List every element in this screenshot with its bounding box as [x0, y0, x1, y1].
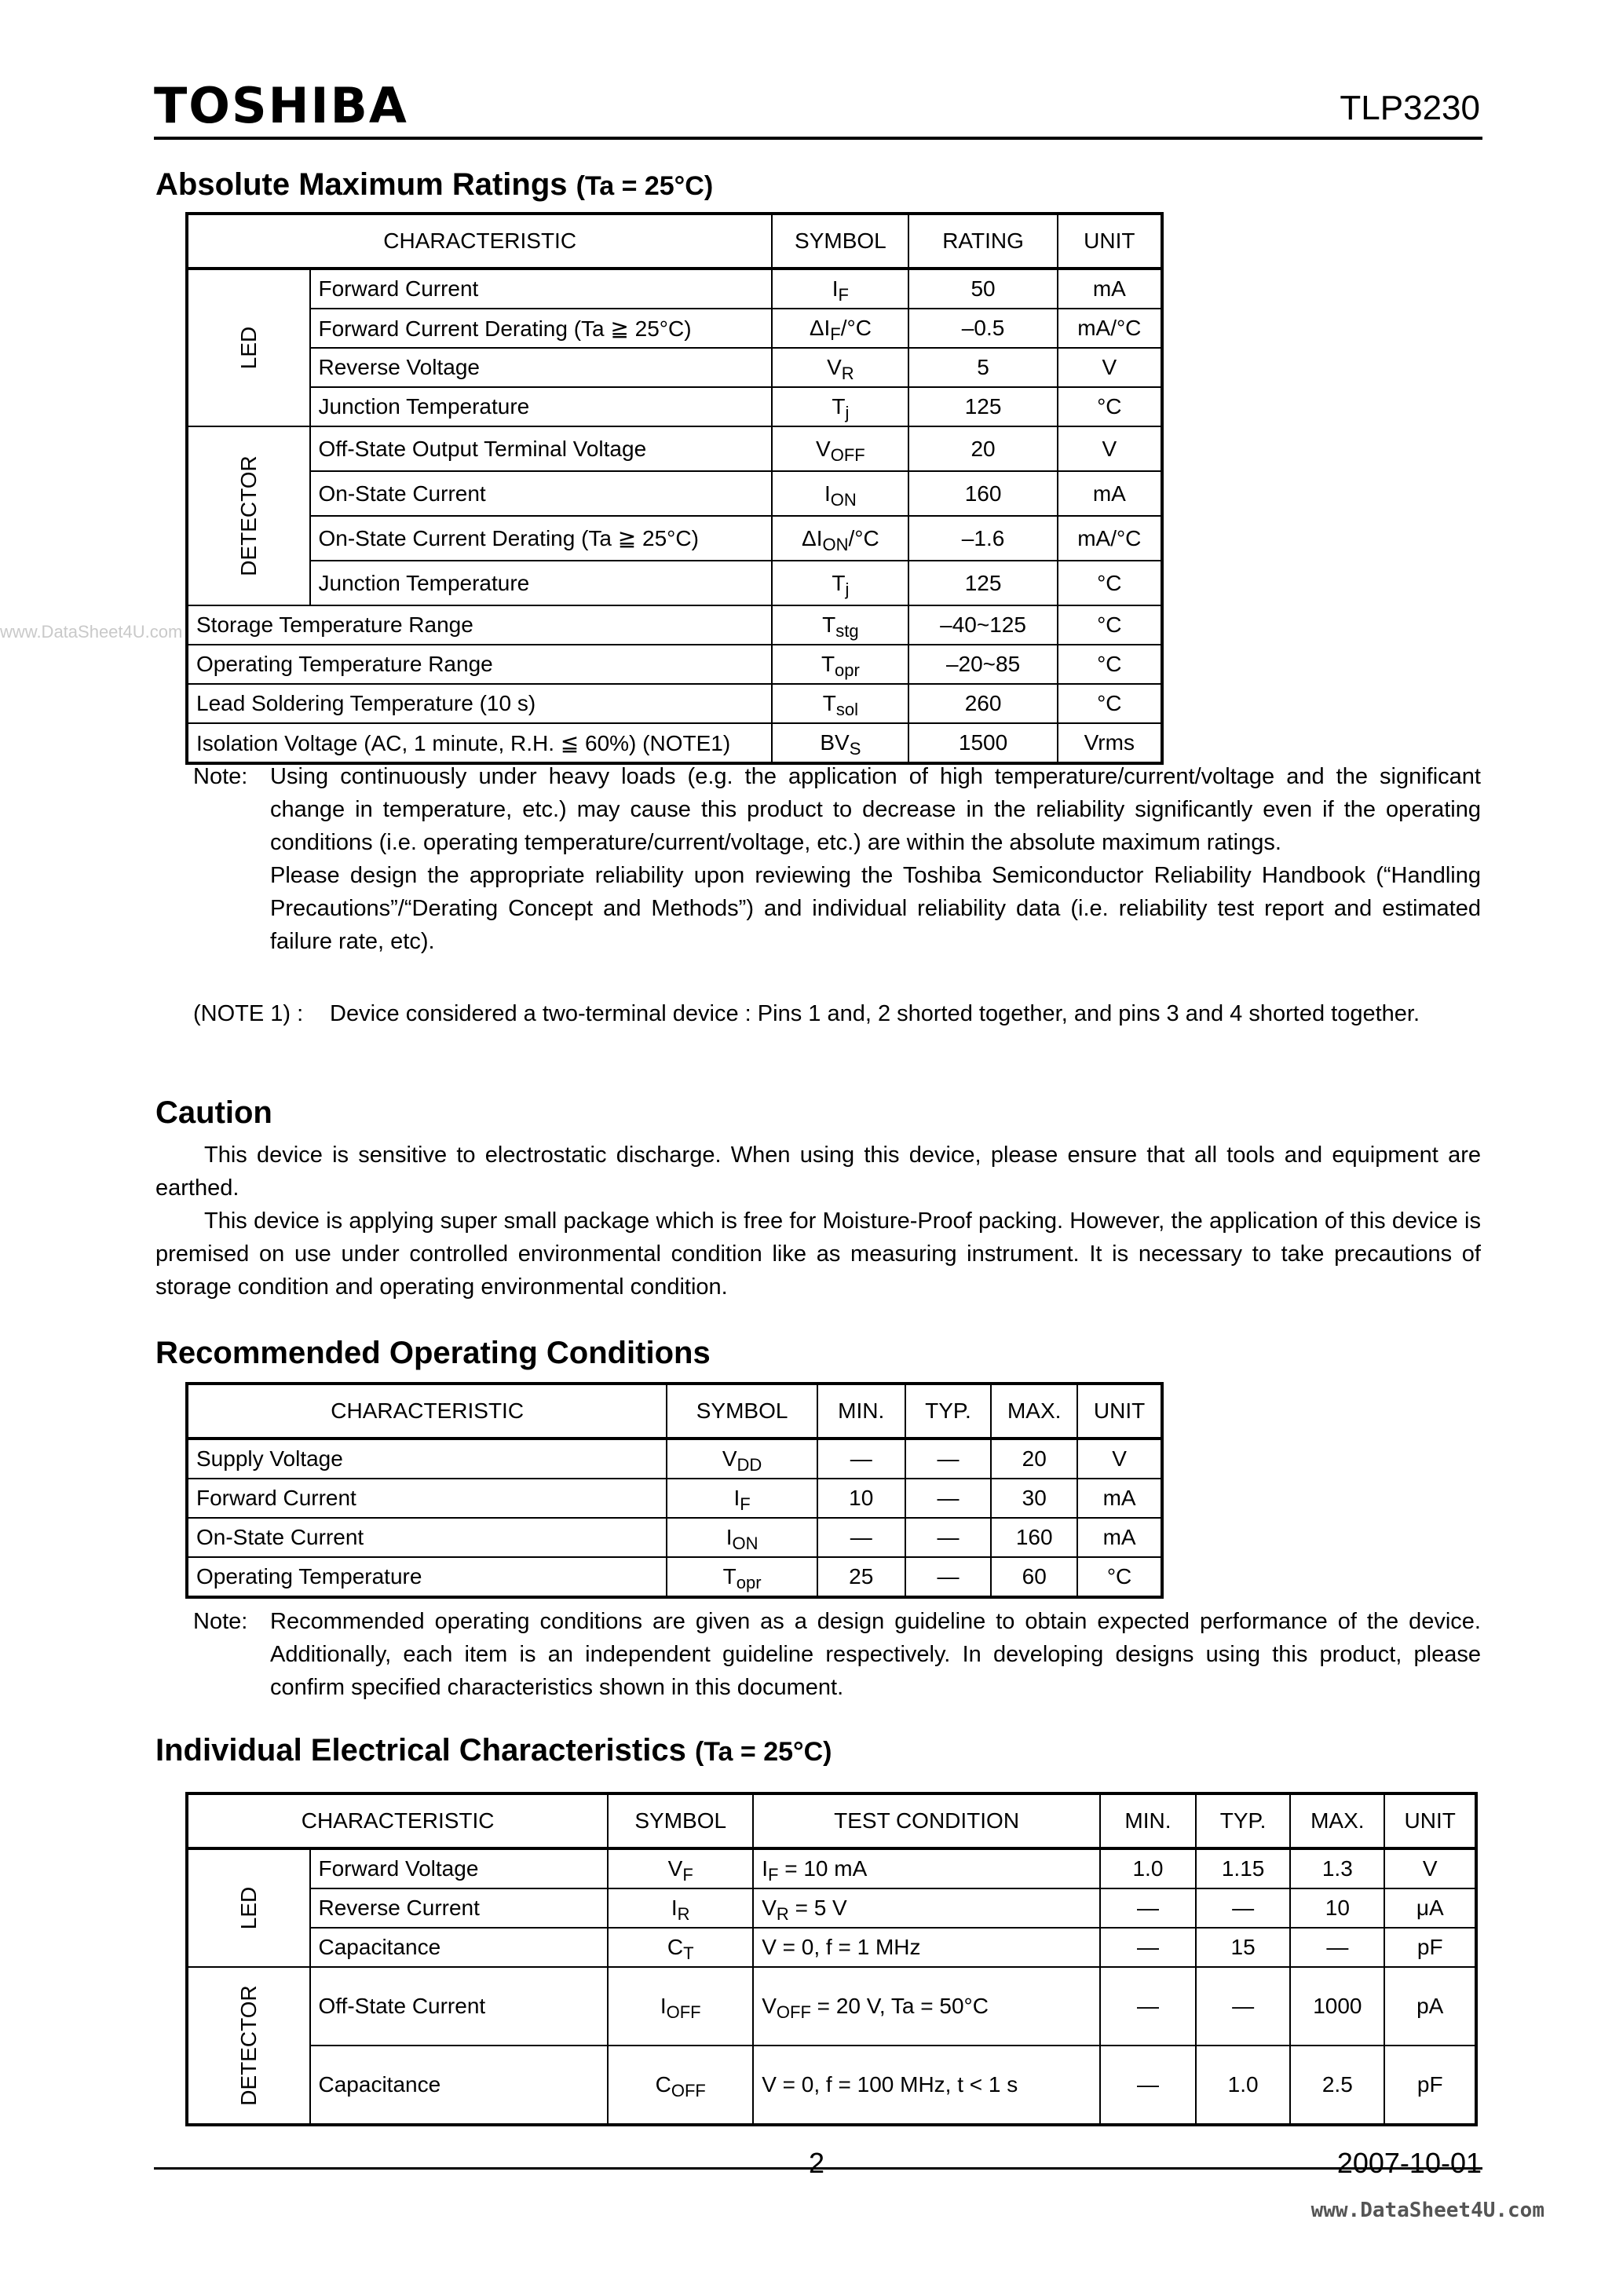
- column-header: SYMBOL: [667, 1384, 817, 1439]
- symbol-main: V: [816, 436, 831, 461]
- row-group-text: DETECTOR: [236, 455, 261, 576]
- symbol-sub: F: [682, 1865, 693, 1885]
- symbol-cell: [772, 309, 908, 348]
- symbol-main: I: [824, 481, 831, 506]
- characteristic-cell: Forward Current Derating (Ta ≧ 25°C): [310, 309, 773, 348]
- symbol-main: T: [821, 652, 835, 676]
- rating-cell: 125: [908, 387, 1057, 426]
- test-condition-main: V: [762, 1896, 777, 1920]
- amr-note1: [193, 997, 1481, 1030]
- max-cell: 1000: [1290, 1967, 1384, 2046]
- column-header: SYMBOL: [772, 214, 908, 269]
- watermark-text: www.DataSheet4U.com: [0, 622, 183, 642]
- symbol-sub: R: [841, 364, 854, 383]
- unit-cell: pF: [1384, 1928, 1476, 1967]
- row-group-text: LED: [236, 1886, 261, 1930]
- column-header: UNIT: [1058, 214, 1162, 269]
- caution-p2: This device is applying super small package which is free for Moisture-Proof packing. However, the application of this device is premised on use under controlled environmental condition like as measuring instrument. It is necessary to take precautions of storage condition and operating environmental condition.: [155, 1208, 1481, 1300]
- table-row: [187, 1518, 1162, 1557]
- symbol-suffix: /°C: [848, 525, 879, 550]
- symbol-main: V: [827, 355, 842, 379]
- symbol-cell: [667, 1557, 817, 1597]
- symbol-cell: [667, 1479, 817, 1518]
- max-cell: 30: [991, 1479, 1077, 1518]
- symbol-main: C: [667, 1935, 684, 1959]
- column-header: RATING: [908, 214, 1057, 269]
- row-group-text: DETECTOR: [236, 1985, 261, 2106]
- typ-cell: —: [905, 1518, 992, 1557]
- symbol-main: T: [832, 394, 846, 419]
- characteristic-cell: Storage Temperature Range: [187, 605, 772, 645]
- rating-cell: –1.6: [908, 516, 1057, 561]
- symbol-cell: [667, 1518, 817, 1557]
- symbol-main: ΔI: [809, 316, 831, 340]
- symbol-cell: [608, 1928, 753, 1967]
- table-row: [187, 1557, 1162, 1597]
- unit-cell: pA: [1384, 1967, 1476, 2046]
- symbol-sub: sol: [835, 700, 858, 719]
- column-header: UNIT: [1384, 1793, 1476, 1848]
- table-row: [187, 1479, 1162, 1518]
- table-row: [187, 1848, 1476, 1888]
- column-header: TEST CONDITION: [753, 1793, 1100, 1848]
- characteristic-cell: Capacitance: [310, 2046, 609, 2125]
- amr-table: [185, 212, 1164, 765]
- characteristic-cell: Off-State Current: [310, 1967, 609, 2046]
- column-header: MIN.: [1100, 1793, 1196, 1848]
- symbol-main: V: [667, 1856, 683, 1881]
- test-condition-rest: = 5 V: [788, 1896, 847, 1920]
- characteristic-cell: Reverse Current: [310, 1888, 609, 1928]
- symbol-main: I: [832, 276, 839, 301]
- symbol-main: V: [722, 1446, 737, 1471]
- symbol-sub: ON: [830, 489, 857, 510]
- max-cell: 60: [991, 1557, 1077, 1597]
- characteristic-cell: Reverse Voltage: [310, 348, 773, 387]
- test-condition-sub: F: [768, 1865, 779, 1885]
- characteristic-cell: Operating Temperature: [187, 1557, 667, 1597]
- table-row: [187, 269, 1162, 309]
- symbol-sub: ON: [822, 534, 849, 554]
- unit-cell: pF: [1384, 2046, 1476, 2125]
- symbol-main: ΔI: [802, 525, 823, 550]
- column-header: MAX.: [991, 1384, 1077, 1439]
- characteristic-cell: Supply Voltage: [187, 1439, 667, 1479]
- table-row: [187, 723, 1162, 763]
- test-condition-cell: [753, 1967, 1100, 2046]
- row-group-label: [187, 1967, 310, 2125]
- unit-cell: °C: [1058, 561, 1162, 605]
- amr-note: [193, 760, 1481, 958]
- symbol-suffix: /°C: [840, 316, 872, 340]
- test-condition-sub: R: [776, 1904, 789, 1924]
- roc-title: Recommended Operating Conditions: [155, 1336, 711, 1370]
- characteristic-cell: Isolation Voltage (AC, 1 minute, R.H. ≦ 60%) (NOTE1): [187, 723, 772, 763]
- amr-condition: (Ta = 25°C): [576, 171, 714, 201]
- typ-cell: 1.15: [1196, 1848, 1290, 1888]
- table-row: [187, 605, 1162, 645]
- min-cell: 10: [817, 1479, 905, 1518]
- test-condition-cell: [753, 1928, 1100, 1967]
- amr-note1-label: (NOTE 1) :: [193, 1001, 304, 1026]
- row-group-text: LED: [236, 326, 261, 370]
- unit-cell: mA/°C: [1058, 516, 1162, 561]
- typ-cell: —: [905, 1479, 992, 1518]
- symbol-sub: OFF: [666, 2002, 701, 2022]
- symbol-cell: [772, 645, 908, 684]
- unit-cell: mA: [1058, 471, 1162, 516]
- row-group-label: [187, 426, 310, 605]
- unit-cell: V: [1077, 1439, 1162, 1479]
- symbol-main: T: [822, 612, 836, 637]
- roc-note-text: Recommended operating conditions are given as a design guideline to obtain expected performance of the device. Additionally, each item is an independent guideline respectively. In developing designs using this product, please confirm specified characteristics shown in this document.: [270, 1609, 1481, 1700]
- rating-cell: –20~85: [908, 645, 1057, 684]
- iec-title: [155, 1731, 832, 1771]
- amr-title: [155, 165, 713, 206]
- table-row: [187, 471, 1162, 516]
- symbol-cell: [772, 269, 908, 309]
- characteristic-cell: Junction Temperature: [310, 561, 773, 605]
- symbol-main: I: [726, 1525, 733, 1549]
- table-row: [187, 684, 1162, 723]
- characteristic-cell: On-State Current: [310, 471, 773, 516]
- table-row: [187, 309, 1162, 348]
- symbol-cell: [772, 426, 908, 471]
- unit-cell: °C: [1058, 684, 1162, 723]
- symbol-sub: OFF: [830, 444, 865, 465]
- table-row: [187, 1439, 1162, 1479]
- min-cell: —: [1100, 1967, 1196, 2046]
- table-row: [187, 645, 1162, 684]
- symbol-cell: [772, 684, 908, 723]
- table-row: [187, 1888, 1476, 1928]
- symbol-main: BV: [820, 730, 850, 755]
- symbol-sub: F: [740, 1494, 751, 1514]
- column-header: MAX.: [1290, 1793, 1384, 1848]
- max-cell: 160: [991, 1518, 1077, 1557]
- page-number: 2: [808, 2147, 825, 2179]
- symbol-cell: [608, 2046, 753, 2125]
- characteristic-cell: Operating Temperature Range: [187, 645, 772, 684]
- symbol-sub: j: [845, 403, 850, 422]
- footer-date: 2007-10-01: [1336, 2147, 1482, 2179]
- test-condition-cell: [753, 1888, 1100, 1928]
- amr-note1-text: Device considered a two-terminal device : Pins 1 and, 2 shorted together, and pins 3 and 4 shorted together.: [330, 1001, 1420, 1026]
- test-condition-cell: [753, 2046, 1100, 2125]
- symbol-cell: [608, 1888, 753, 1928]
- rating-cell: 260: [908, 684, 1057, 723]
- min-cell: —: [817, 1518, 905, 1557]
- amr-title-text: Absolute Maximum Ratings: [155, 167, 568, 202]
- characteristic-cell: Off-State Output Terminal Voltage: [310, 426, 773, 471]
- characteristic-cell: Lead Soldering Temperature (10 s): [187, 684, 772, 723]
- roc-note: [193, 1605, 1481, 1704]
- symbol-main: T: [832, 570, 846, 595]
- rating-cell: 160: [908, 471, 1057, 516]
- symbol-main: I: [671, 1896, 678, 1920]
- column-header: UNIT: [1077, 1384, 1162, 1439]
- column-header: TYP.: [1196, 1793, 1290, 1848]
- unit-cell: °C: [1077, 1557, 1162, 1597]
- caution-p1: This device is sensitive to electrostatic discharge. When using this device, please ensure that all tools and equipment are earthed.: [155, 1143, 1481, 1201]
- part-number: TLP3230: [1340, 89, 1480, 127]
- test-condition-cell: [753, 1848, 1100, 1888]
- table-row: [187, 1967, 1476, 2046]
- symbol-cell: [772, 516, 908, 561]
- max-cell: 20: [991, 1439, 1077, 1479]
- column-header: TYP.: [905, 1384, 992, 1439]
- symbol-cell: [772, 561, 908, 605]
- min-cell: —: [1100, 2046, 1196, 2125]
- test-condition-main: V = 0, f = 1 MHz: [762, 1935, 921, 1959]
- rating-cell: –0.5: [908, 309, 1057, 348]
- rating-cell: 125: [908, 561, 1057, 605]
- symbol-sub: ON: [732, 1534, 758, 1553]
- symbol-cell: [772, 387, 908, 426]
- roc-table: [185, 1382, 1164, 1599]
- max-cell: 2.5: [1290, 2046, 1384, 2125]
- characteristic-cell: Capacitance: [310, 1928, 609, 1967]
- table-header-row: [187, 1384, 1162, 1439]
- column-header: CHARACTERISTIC: [187, 214, 772, 269]
- amr-note-p1: Using continuously under heavy loads (e.g. the application of high temperature/current/voltage and the significant change in temperature, etc.) may cause this product to decrease in the reliability significantly even if the operating conditions (i.e. operating temperature/current/voltage, etc.) are within the absolute maximum ratings.: [270, 764, 1481, 855]
- table-row: [187, 387, 1162, 426]
- test-condition-rest: = 20 V, Ta = 50°C: [810, 1994, 989, 2018]
- typ-cell: 1.0: [1196, 2046, 1290, 2125]
- rating-cell: –40~125: [908, 605, 1057, 645]
- symbol-main: C: [655, 2072, 671, 2097]
- iec-title-text: Individual Electrical Characteristics: [155, 1733, 686, 1768]
- typ-cell: —: [1196, 1888, 1290, 1928]
- roc-note-label: Note:: [193, 1609, 248, 1634]
- symbol-main: T: [822, 691, 836, 715]
- test-condition-main: V = 0, f = 100 MHz, t < 1 s: [762, 2072, 1018, 2097]
- test-condition-main: I: [762, 1856, 768, 1881]
- max-cell: —: [1290, 1928, 1384, 1967]
- characteristic-cell: On-State Current: [187, 1518, 667, 1557]
- brand-logo: TOSHIBA: [154, 77, 408, 134]
- symbol-sub: opr: [736, 1573, 762, 1592]
- table-row: [187, 516, 1162, 561]
- max-cell: 10: [1290, 1888, 1384, 1928]
- characteristic-cell: Forward Current: [187, 1479, 667, 1518]
- typ-cell: —: [905, 1439, 992, 1479]
- footer-watermark: www.DataSheet4U.com: [1310, 2199, 1544, 2222]
- rating-cell: 1500: [908, 723, 1057, 763]
- typ-cell: 15: [1196, 1928, 1290, 1967]
- min-cell: 1.0: [1100, 1848, 1196, 1888]
- symbol-sub: DD: [737, 1455, 762, 1475]
- symbol-sub: S: [849, 739, 861, 759]
- characteristic-cell: Forward Voltage: [310, 1848, 609, 1888]
- test-condition-sub: OFF: [776, 2002, 811, 2022]
- unit-cell: °C: [1058, 387, 1162, 426]
- table-row: [187, 561, 1162, 605]
- table-header-row: [187, 214, 1162, 269]
- characteristic-cell: Junction Temperature: [310, 387, 773, 426]
- row-group-label: [187, 1848, 310, 1967]
- min-cell: 25: [817, 1557, 905, 1597]
- min-cell: —: [817, 1439, 905, 1479]
- amr-note-label: Note:: [193, 764, 248, 789]
- unit-cell: °C: [1058, 605, 1162, 645]
- rating-cell: 5: [908, 348, 1057, 387]
- unit-cell: mA: [1077, 1518, 1162, 1557]
- column-header: SYMBOL: [608, 1793, 753, 1848]
- symbol-main: I: [660, 1994, 667, 2018]
- typ-cell: —: [905, 1557, 992, 1597]
- test-condition-main: V: [762, 1994, 777, 2018]
- symbol-sub: j: [845, 579, 850, 599]
- min-cell: —: [1100, 1928, 1196, 1967]
- rating-cell: 20: [908, 426, 1057, 471]
- symbol-sub: OFF: [671, 2081, 706, 2100]
- unit-cell: V: [1058, 426, 1162, 471]
- symbol-sub: F: [830, 324, 841, 344]
- table-header-row: [187, 1793, 1476, 1848]
- unit-cell: Vrms: [1058, 723, 1162, 763]
- symbol-sub: R: [677, 1904, 690, 1924]
- symbol-cell: [608, 1848, 753, 1888]
- row-group-label: [187, 269, 310, 426]
- iec-condition: (Ta = 25°C): [694, 1737, 832, 1767]
- symbol-cell: [772, 471, 908, 516]
- symbol-cell: [772, 348, 908, 387]
- iec-table: [185, 1792, 1478, 2126]
- table-row: [187, 348, 1162, 387]
- characteristic-cell: On-State Current Derating (Ta ≧ 25°C): [310, 516, 773, 561]
- symbol-cell: [608, 1967, 753, 2046]
- unit-cell: V: [1058, 348, 1162, 387]
- rating-cell: 50: [908, 269, 1057, 309]
- max-cell: 1.3: [1290, 1848, 1384, 1888]
- table-row: [187, 426, 1162, 471]
- amr-note-p2: Please design the appropriate reliability upon reviewing the Toshiba Semiconductor Reliability Handbook (“Handling Precautions”/“Derating Concept and Methods”) and individual reliability data (i.e. reliability test report and estimated failure rate, etc).: [270, 863, 1481, 954]
- symbol-sub: stg: [835, 621, 859, 641]
- symbol-cell: [772, 723, 908, 763]
- symbol-sub: opr: [835, 660, 860, 680]
- symbol-main: I: [733, 1486, 740, 1510]
- min-cell: —: [1100, 1888, 1196, 1928]
- column-header: CHARACTERISTIC: [187, 1793, 608, 1848]
- symbol-cell: [667, 1439, 817, 1479]
- symbol-sub: F: [838, 285, 849, 305]
- characteristic-cell: Forward Current: [310, 269, 773, 309]
- test-condition-rest: = 10 mA: [778, 1856, 868, 1881]
- table-row: [187, 2046, 1476, 2125]
- unit-cell: mA: [1077, 1479, 1162, 1518]
- unit-cell: μA: [1384, 1888, 1476, 1928]
- unit-cell: °C: [1058, 645, 1162, 684]
- column-header: CHARACTERISTIC: [187, 1384, 667, 1439]
- unit-cell: mA: [1058, 269, 1162, 309]
- caution-title: Caution: [155, 1095, 272, 1130]
- unit-cell: V: [1384, 1848, 1476, 1888]
- symbol-cell: [772, 605, 908, 645]
- typ-cell: —: [1196, 1967, 1290, 2046]
- symbol-sub: T: [683, 1943, 694, 1963]
- column-header: MIN.: [817, 1384, 905, 1439]
- table-row: [187, 1928, 1476, 1967]
- symbol-main: T: [722, 1564, 737, 1589]
- header-rule: [154, 137, 1482, 140]
- unit-cell: mA/°C: [1058, 309, 1162, 348]
